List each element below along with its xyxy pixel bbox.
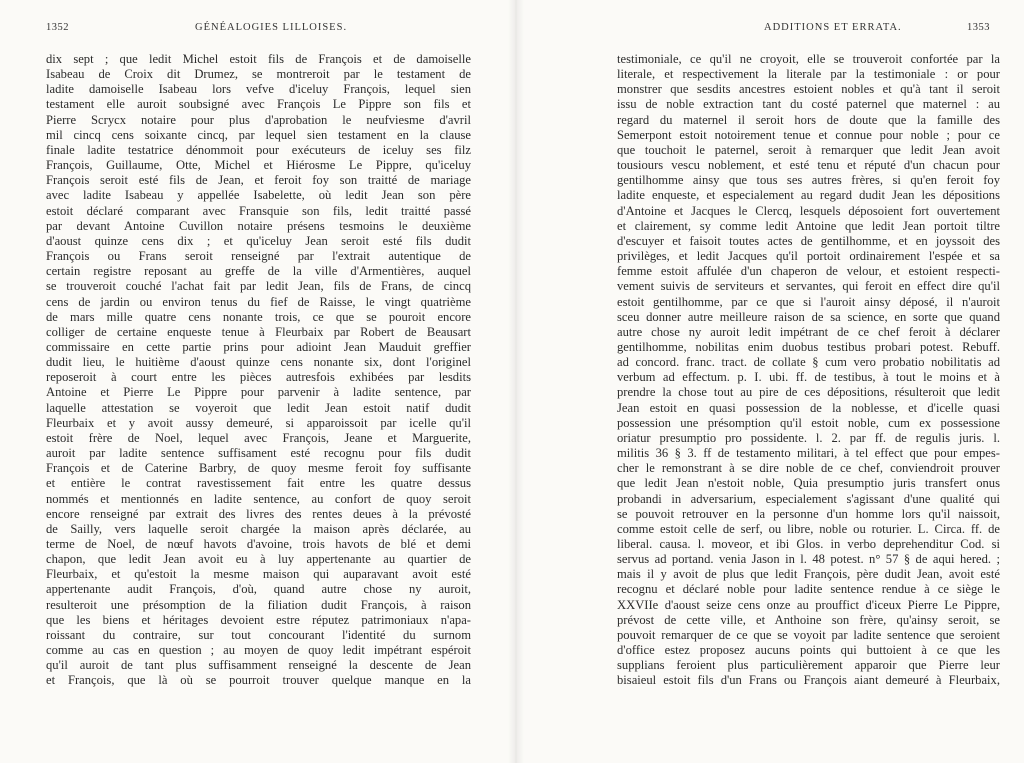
text-line: Antoine et Pierre Le Pippre pour parvenir à ladite sentence, par	[46, 385, 471, 400]
text-line: d'aoust quinze cens dix ; et qu'iceluy Jean seroit esté fils dudit	[46, 233, 471, 248]
text-line: Jean estoit en quasi possession de la noblesse, et d'icelle quasi	[617, 400, 1000, 415]
text-line: qu'il auroit de tant plus suffisamment renseigné la descente de Jean	[46, 658, 471, 673]
text-line: de Sailly, vers laquelle seroit chargée la maison après déclarée, au	[46, 521, 471, 536]
text-line: par devant Antoine Cuvillon notaire présens tesmoins le deuxième	[46, 218, 471, 233]
text-line: et François, que là où se pourroit trouver quelque manque en la	[46, 673, 471, 688]
text-line: mais il y avoit de plus que ledit François, père dudit Jean, avoit esté	[617, 567, 1000, 582]
text-line: estoit déclaré comparant avec Fransquie son fils, ledit traitté passé	[46, 203, 471, 218]
text-line: François seroit esté fils de Jean, et feroit foy son traitté de mariage	[46, 173, 471, 188]
text-line: issu de noble extraction tant du costé paternel que maternel : au	[617, 97, 1000, 112]
text-line: finale ladite testatrice dénommoit pour exécuteurs de iceluy ses filz	[46, 142, 471, 157]
text-line: Semerpont estoit notoirement tenue et connue pour noble ; pour ce	[617, 127, 1000, 142]
text-line: ladite enqueste, et especialement au regard dudit Jean les dépositions	[617, 188, 1000, 203]
text-line: encore renseigné par extrait des livres des rentes deues à la prévosté	[46, 506, 471, 521]
text-line: et clairement, sy comme ledit Antoine que ledit Jean portoit tiltre	[617, 218, 1000, 233]
text-line: comme estoit celle de serf, ou libre, noble ou roturier. L. Circa. ff. de	[617, 521, 1000, 536]
text-line: oriatur presumptio pro possidente. l. 2. par ff. de regulis juris. l.	[617, 430, 1000, 445]
text-line: que touchoit le paternel, seroit à remarquer que ledit Jean avoit	[617, 142, 1000, 157]
text-line: estoit frère de Noel, lequel avec François, Jeane et Marguerite,	[46, 430, 471, 445]
text-line: que ledit Jean n'estoit noble, Quia presumptio juris transfert onus	[617, 476, 1000, 491]
text-line: se trouveroit couché l'achat fait par ledit Jean, fils de Frans, de cincq	[46, 279, 471, 294]
text-line: et entière le contrat ravestissement fait entre les quatre dessus	[46, 476, 471, 491]
text-line: resulteroit une présomption de la filiation dudit François, à raison	[46, 597, 471, 612]
text-line: cens de jardin ou environ tenus du fief de Raisse, le vingt quatrième	[46, 294, 471, 309]
right-page-number: 1353	[967, 22, 990, 33]
text-line: ladite damoiselle Isabeau lors vefve d'iceluy François, lequel sien	[46, 82, 471, 97]
text-line: certain registre reposant au greffe de la ville d'Armentières, auquel	[46, 264, 471, 279]
left-page-number: 1352	[46, 22, 69, 33]
text-line: testimoniale, ce qu'il ne croyoit, elle se trouveroit confortée par la	[617, 52, 1000, 66]
text-line: ad concord. franc. tract. de collate § cum vero probatio nobilitatis ad	[617, 355, 1000, 370]
text-line: verbum ad effectum. p. I. ubi. ff. de testibus, à tout le moins et à	[617, 370, 1000, 385]
text-line: vement suivis de serviteurs et servantes, qui feroit en effect dire qu'il	[617, 279, 1000, 294]
left-page-body	[46, 52, 471, 689]
text-line: roissant du contraire, sur tout concourant l'identité du surnom	[46, 627, 471, 642]
text-line: dix sept ; que ledit Michel estoit fils de François et de damoiselle	[46, 52, 471, 66]
text-line: cher le remonstrant à se dire noble de ce chef, conviendroit prouver	[617, 461, 1000, 476]
text-line: regard du maternel il seroit hors de doute que la famille des	[617, 112, 1000, 127]
text-line: possession une présomption qu'il estoit noble, cum ex possessione	[617, 415, 1000, 430]
text-line: Pierre Scrycx notaire pour plus d'aprobation le neufviesme d'avril	[46, 112, 471, 127]
text-line: literale, et respectivement la literale par la testimoniale : or pour	[617, 67, 1000, 82]
text-line: François, Guillaume, Otte, Michel et Hiérosme Le Pippre, qu'iceluy	[46, 158, 471, 173]
text-line: François et de Caterine Barbry, de quoy mesme feroit foy suffisante	[46, 461, 471, 476]
text-line: XXVIIe d'aoust seize cens onze au prouffict d'iceux Pierre Le Pippre,	[617, 597, 1000, 612]
text-line: autre chose ny auroit ledit impétrant de ce chef feroit à déclarer	[617, 324, 1000, 339]
text-line: avec ladite Isabeau y appellée Isabelette, où ledit Jean son père	[46, 188, 471, 203]
text-line: sceu donner autre meilleure raison de sa science, en sorte que quand	[617, 309, 1000, 324]
text-line: privilèges, et ledit Jacques qu'il portoit ordinairement l'espée et sa	[617, 249, 1000, 264]
right-running-head: ADDITIONS ET ERRATA.	[764, 22, 902, 33]
left-running-head: GÉNÉALOGIES LILLOISES.	[195, 22, 348, 33]
text-line: servus ad portand. venia Jason in l. 48 potest. n° 57 § de aqui hered. ;	[617, 552, 1000, 567]
text-line: tousiours vescu noblement, et esté tenu et réputé d'un chacun pour	[617, 158, 1000, 173]
text-line: pouvoit remarquer de ce que se voyoit par ladite sentence que seroient	[617, 627, 1000, 642]
text-line: comme au cas en question ; au moyen de quoy ledit impétrant espéroit	[46, 643, 471, 658]
text-line: estoit gentilhomme, par ce que si l'auroit ainsy déposé, il n'auroit	[617, 294, 1000, 309]
text-line: monstrer que sesdits ancestres estoient nobles et qu'à tant il seroit	[617, 82, 1000, 97]
text-line: femme estoit affulée d'un chaperon de velour, et estoient respecti-	[617, 264, 1000, 279]
text-line: que les biens et héritages devoient estre réputez patrimoniaux n'apa-	[46, 612, 471, 627]
text-line: gentilhomme, nobilitas enim duobus testibus probari potest. Rebuff.	[617, 339, 1000, 354]
text-line: se pouvoit retrouver en la personne d'un homme lors qu'il naissoit,	[617, 506, 1000, 521]
text-line: Isabeau de Croix dit Drumez, se montreroit par le testament de	[46, 67, 471, 82]
right-page-body	[617, 52, 1000, 689]
right-page	[512, 0, 1024, 763]
text-line: testament elle auroit soubsigné avec François Le Pippre son fils et	[46, 97, 471, 112]
text-line: prévost de cette ville, et Anthoine son frère, qu'ainsy seroit, se	[617, 612, 1000, 627]
text-line: supplians feroient plus particulièrement apparoir que Pierre leur	[617, 658, 1000, 673]
text-line: auroit par ladite sentence suffisament esté recognu pour fils dudit	[46, 446, 471, 461]
text-line: d'office estez proposez aucuns points qui buttoient à ce que les	[617, 643, 1000, 658]
text-line: d'escuyer et faisoit toutes actes de gentilhomme, et en joyssoit des	[617, 233, 1000, 248]
text-line: militis 36 § 3. ff de testamento militari, à tel effect que pour empes-	[617, 446, 1000, 461]
text-line: commissaire en cette partie prins pour adioint Jean Mauduit greffier	[46, 339, 471, 354]
text-line: appertenante audit François, d'où, quand autre chose ny auroit,	[46, 582, 471, 597]
text-line: reposeroit à court entre les pièces autresfois exhibées par lesdits	[46, 370, 471, 385]
text-line: terme de Noel, de nœuf havots d'avoine, trois havots de blé et demi	[46, 537, 471, 551]
text-line: nommés et mentionnés en ladite sentence, au confort de quoy seroit	[46, 491, 471, 506]
text-line: laquelle attestation se voyeroit que ledit Jean estoit natif dudit	[46, 400, 471, 415]
text-line: François ou Frans seroit renseigné par l'extrait autentique de	[46, 249, 471, 264]
text-line: probandi in adversarium, especialement s'agissant d'une qualité qui	[617, 491, 1000, 506]
text-line: prendre la chose tout au pire de ces dépositions, résulteroit que ledit	[617, 385, 1000, 400]
text-line: d'Antoine et Jacques le Clercq, lesquels déposoient fort ouvertement	[617, 203, 1000, 218]
text-line: liberal. causa. l. moveor, et ibi Glos. in verbo deprehenditur Cod. si	[617, 537, 1000, 551]
text-line: dudit lieu, le huitième d'aoust quinze cens nonante six, dont l'originel	[46, 355, 471, 370]
text-line: bisaieul estoit fils d'un Frans ou François aiant demeuré à Fleurbaix,	[617, 673, 1000, 688]
text-line: gentilhomme ainsy que tous ses autres frères, si qu'en feroit foy	[617, 173, 1000, 188]
text-line: chapon, que ledit Jean avoit eu à luy appertenante au quartier de	[46, 552, 471, 567]
text-line: de mars mille quatre cens nonante trois, ce que se pouroit encore	[46, 309, 471, 324]
text-line: colliger de certaine enqueste tenue à Fleurbaix par Robert de Beausart	[46, 324, 471, 339]
text-line: Fleurbaix, et qu'estoit la mesme maison qui auparavant avoit esté	[46, 567, 471, 582]
text-line: recognu et déclaré noble pour ladite sentence rendue à ce siège le	[617, 582, 1000, 597]
text-line: mil cincq cens soixante cincq, par lequel sien testament en la clause	[46, 127, 471, 142]
text-line: Fleurbaix et y avoit aussy demeuré, si apparoissoit par icelle qu'il	[46, 415, 471, 430]
